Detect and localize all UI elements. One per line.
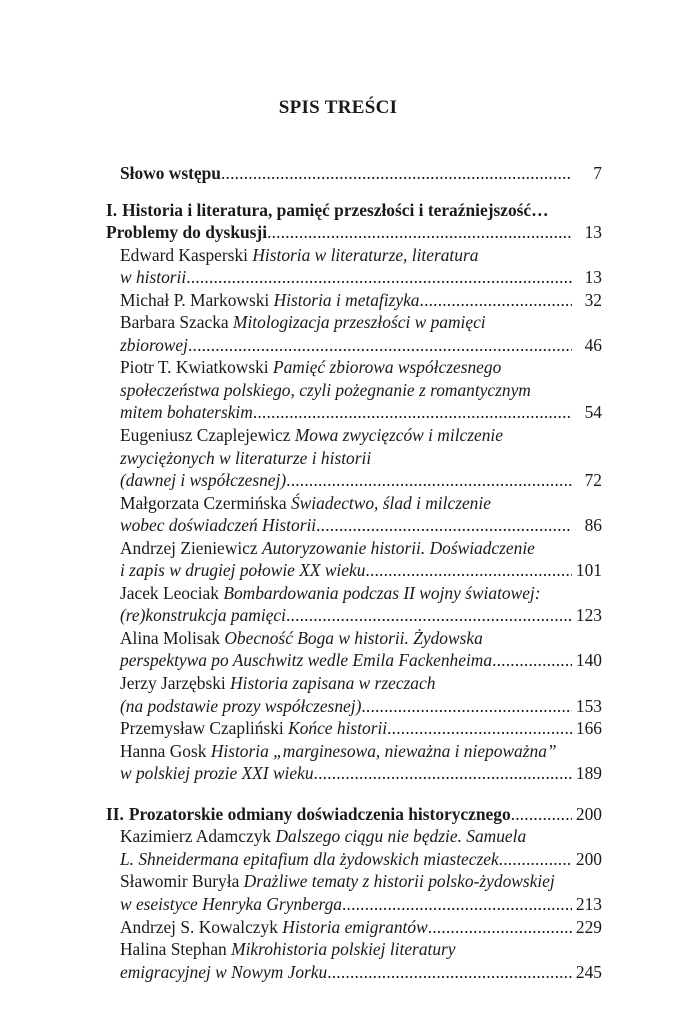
toc-entry-text xyxy=(120,266,186,289)
toc-entry-line xyxy=(0,825,676,848)
entry-title: L. Shneidermana epitafium dla żydowskich miasteczek xyxy=(120,848,499,869)
entry-author: Eugeniusz Czaplejewicz xyxy=(120,425,295,446)
toc-entry-text xyxy=(120,401,253,424)
entry-title: Świadectwo, ślad i milczenie xyxy=(290,492,491,513)
toc-entry-text xyxy=(120,695,361,718)
toc-entry-text xyxy=(120,537,535,560)
toc-entry-text xyxy=(120,717,387,740)
table-of-contents xyxy=(0,162,676,983)
toc-entry-line xyxy=(0,401,676,424)
toc-heading-line xyxy=(0,221,676,244)
page-number: 101 xyxy=(575,560,602,581)
toc-entry-line xyxy=(0,334,676,357)
entry-title: (na podstawie prozy współczesnej) xyxy=(120,695,362,716)
toc-entry-text xyxy=(120,672,435,695)
toc-entry-text xyxy=(120,424,503,447)
entry-author: Sławomir Buryła xyxy=(120,871,244,892)
entry-title: Autoryzowanie historii. Doświadczenie xyxy=(261,537,535,558)
section-spacer xyxy=(0,185,676,199)
entry-author: Michał P. Markowski xyxy=(120,289,274,310)
dot-leader xyxy=(221,162,572,185)
toc-entry-text xyxy=(120,649,492,672)
dot-leader xyxy=(511,803,572,826)
toc-entry-line xyxy=(0,424,676,447)
page-number: 46 xyxy=(584,334,602,355)
toc-entry-line xyxy=(0,289,676,312)
toc-entry-text xyxy=(120,356,501,379)
page-number: 13 xyxy=(584,267,602,288)
page-number: 54 xyxy=(584,402,602,423)
entry-author: Alina Molisak xyxy=(120,627,225,648)
entry-title: mitem bohaterskim xyxy=(120,402,253,423)
toc-entry-text xyxy=(120,627,483,650)
toc-entry-line xyxy=(0,961,676,984)
dot-leader xyxy=(342,893,572,916)
toc-entry-text xyxy=(120,311,486,334)
entry-title: zbiorowej xyxy=(120,334,188,355)
dot-leader xyxy=(361,695,572,718)
section-spacer xyxy=(0,785,676,803)
toc-entry-text xyxy=(120,893,342,916)
page-number: 86 xyxy=(584,515,602,536)
dot-leader xyxy=(286,469,572,492)
toc-entry-line xyxy=(0,244,676,267)
page-number: 229 xyxy=(575,916,602,937)
toc-entry-text xyxy=(120,762,314,785)
toc-entry-line xyxy=(0,469,676,492)
toc-entry-line xyxy=(0,893,676,916)
toc-entry-line xyxy=(0,447,676,470)
toc-entry-line xyxy=(0,672,676,695)
toc-heading-line xyxy=(0,803,676,826)
toc-entry-text xyxy=(120,938,456,961)
entry-author: Kazimierz Adamczyk xyxy=(120,826,276,847)
toc-entry-text xyxy=(120,825,526,848)
entry-title: Obecność Boga w historii. Żydowska xyxy=(224,627,483,648)
page-number: 13 xyxy=(584,222,602,243)
entry-title: perspektywa po Auschwitz wedle Emila Fackenheima xyxy=(120,650,493,671)
toc-entry-text xyxy=(120,379,531,402)
toc-entry-line xyxy=(0,695,676,718)
toc-entry-text xyxy=(120,492,491,515)
dot-leader xyxy=(327,961,572,984)
entry-title: społeczeństwa polskiego, czyli pożegnanie z romantycznym xyxy=(120,379,531,400)
entry-author: Halina Stephan xyxy=(120,939,232,960)
entry-title: w historii xyxy=(120,267,187,288)
entry-heading: Prozatorskie odmiany doświadczenia historycznego xyxy=(128,803,511,824)
page-number: 72 xyxy=(584,470,602,491)
toc-entry-text xyxy=(120,848,499,871)
toc-entry-text xyxy=(120,162,221,185)
page-number: 166 xyxy=(575,718,602,739)
entry-author: Andrzej Zieniewicz xyxy=(120,537,262,558)
entry-title: zwyciężonych w literaturze i historii xyxy=(120,447,372,468)
page-number: 213 xyxy=(575,893,602,914)
entry-author: Edward Kasperski xyxy=(120,244,253,265)
entry-title: Mikrohistoria polskiej literatury xyxy=(231,939,456,960)
toc-entry-text xyxy=(106,221,267,244)
entry-heading: Słowo wstępu xyxy=(120,163,221,183)
page-number: 7 xyxy=(593,163,602,183)
toc-entry-line xyxy=(0,649,676,672)
dot-leader xyxy=(267,221,572,244)
toc-entry-text xyxy=(120,469,286,492)
toc-entry-text xyxy=(120,870,555,893)
entry-author: Jacek Leociak xyxy=(120,582,224,603)
toc-entry-text xyxy=(120,916,428,939)
toc-heading-line xyxy=(0,199,676,222)
toc-entry-line xyxy=(0,938,676,961)
toc-entry-line xyxy=(0,356,676,379)
entry-title: Końce historii xyxy=(288,718,388,739)
dot-leader xyxy=(420,289,572,312)
dot-leader xyxy=(253,401,572,424)
toc-entry-line xyxy=(0,870,676,893)
entry-title: Historia zapisana w rzeczach xyxy=(230,673,436,694)
entry-title: Mitologizacja przeszłości w pamięci xyxy=(232,312,486,333)
entry-author: Barbara Szacka xyxy=(120,312,233,333)
entry-title: w polskiej prozie XXI wieku xyxy=(120,763,314,784)
page-number: 189 xyxy=(575,763,602,784)
page-number: 200 xyxy=(575,803,602,824)
toc-entry-text xyxy=(120,740,557,763)
toc-entry-text xyxy=(120,582,541,605)
toc-entry-line xyxy=(0,916,676,939)
entry-author: Jerzy Jarzębski xyxy=(120,673,231,694)
toc-entry-line xyxy=(0,848,676,871)
entry-author: Hanna Gosk xyxy=(120,740,211,761)
entry-heading: Problemy do dyskusji xyxy=(106,222,268,243)
toc-entry-line xyxy=(0,379,676,402)
dot-leader xyxy=(428,916,572,939)
entry-title: Mowa zwycięzców i milczenie xyxy=(294,425,503,446)
toc-entry-text xyxy=(120,559,365,582)
toc-entry-text xyxy=(106,803,511,826)
dot-leader xyxy=(186,266,572,289)
dot-leader xyxy=(365,559,572,582)
toc-entry-line xyxy=(0,311,676,334)
dot-leader xyxy=(387,717,572,740)
page-title: SPIS TREŚCI xyxy=(278,97,398,118)
toc-entry-line xyxy=(0,604,676,627)
dot-leader xyxy=(314,762,572,785)
entry-title: Dalszego ciągu nie będzie. Samuela xyxy=(275,826,527,847)
entry-title: Bombardowania podczas II wojny światowej: xyxy=(223,582,541,603)
toc-entry-text xyxy=(120,244,478,267)
page-number: 200 xyxy=(575,848,602,869)
toc-entry-text xyxy=(120,961,327,984)
toc-entry-line xyxy=(0,717,676,740)
page-number: 245 xyxy=(575,961,602,982)
entry-title: Drażliwe tematy z historii polsko-żydowskiej xyxy=(243,871,555,892)
entry-title: wobec doświadczeń Historii xyxy=(120,515,317,536)
toc-entry-line xyxy=(0,762,676,785)
toc-heading-line xyxy=(0,162,676,185)
entry-author: Małgorzata Czermińska xyxy=(120,492,291,513)
entry-author: Piotr T. Kwiatkowski xyxy=(120,357,273,378)
toc-entry-text xyxy=(120,604,286,627)
dot-leader xyxy=(316,514,572,537)
dot-leader xyxy=(492,649,572,672)
entry-heading: Historia i literatura, pamięć przeszłości i teraźniejszość… xyxy=(122,199,549,220)
toc-entry-text xyxy=(106,199,549,222)
dot-leader xyxy=(188,334,572,357)
toc-entry-text xyxy=(120,447,371,470)
entry-title: (dawnej i współczesnej) xyxy=(120,470,287,491)
dot-leader xyxy=(499,848,572,871)
toc-entry-line xyxy=(0,627,676,650)
toc-entry-line xyxy=(0,559,676,582)
entry-title: (re)konstrukcja pamięci xyxy=(120,605,286,626)
section-number: I. xyxy=(106,199,118,220)
toc-entry-line xyxy=(0,537,676,560)
entry-title: w eseistyce Henryka Grynberga xyxy=(120,893,342,914)
entry-title: Historia i metafizyka xyxy=(273,289,420,310)
entry-author: Przemysław Czapliński xyxy=(120,718,289,739)
entry-author: Andrzej S. Kowalczyk xyxy=(120,916,283,937)
toc-entry-text xyxy=(120,289,420,312)
entry-title: Pamięć zbiorowa współczesnego xyxy=(272,357,502,378)
toc-entry-line xyxy=(0,492,676,515)
page-number: 140 xyxy=(575,650,602,671)
entry-title: emigracyjnej w Nowym Jorku xyxy=(120,961,328,982)
toc-entry-line xyxy=(0,514,676,537)
dot-leader xyxy=(286,604,572,627)
entry-title: Historia „marginesowa, nieważna i niepoważna” xyxy=(210,740,557,761)
page-number: 123 xyxy=(575,605,602,626)
entry-title: i zapis w drugiej połowie XX wieku xyxy=(120,560,366,581)
toc-entry-line xyxy=(0,266,676,289)
toc-entry-line xyxy=(0,740,676,763)
entry-title: Historia emigrantów xyxy=(282,916,428,937)
page-number: 153 xyxy=(575,695,602,716)
toc-entry-text xyxy=(120,334,188,357)
toc-entry-line xyxy=(0,582,676,605)
entry-title: Historia w literaturze, literatura xyxy=(252,244,479,265)
page-number: 32 xyxy=(584,289,602,310)
section-number: II. xyxy=(106,803,124,824)
toc-entry-text xyxy=(120,514,316,537)
